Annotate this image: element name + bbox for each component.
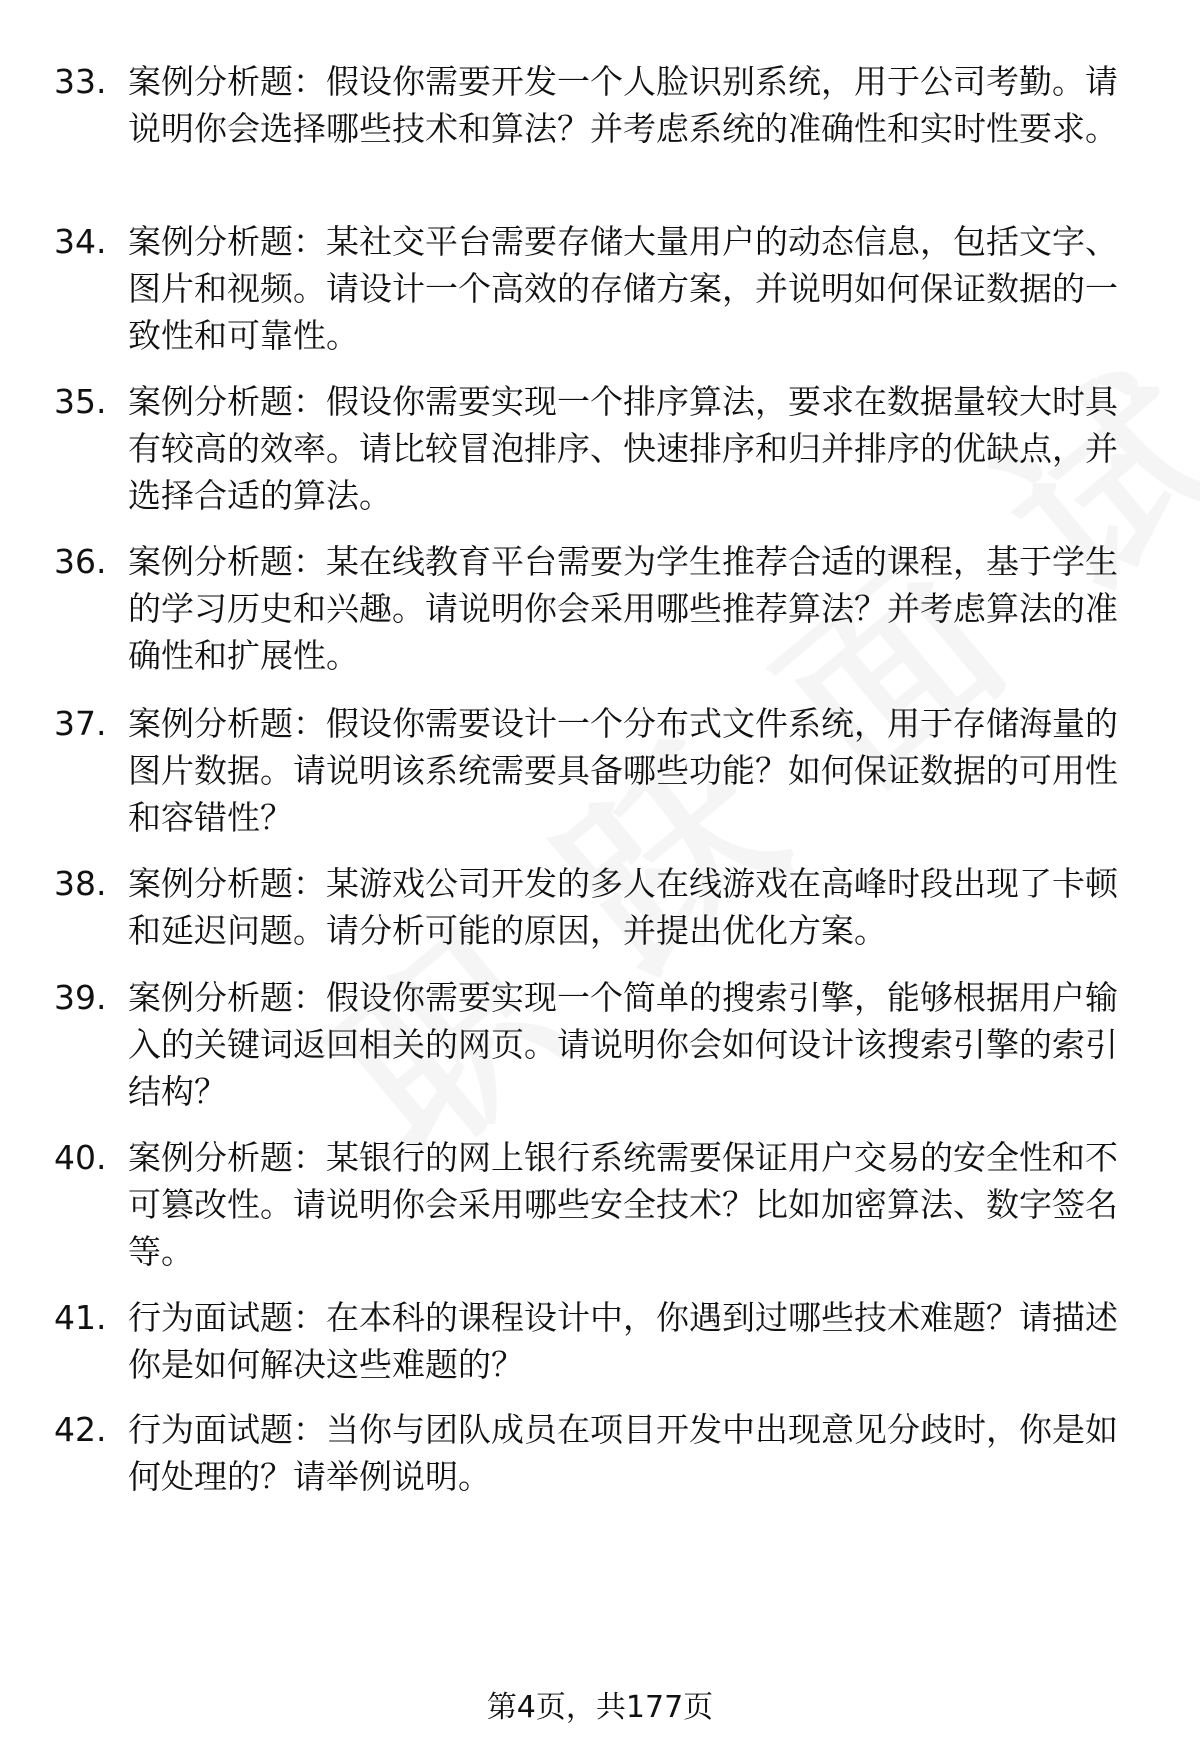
question-number: 41. bbox=[54, 1298, 107, 1337]
question-text: 案例分析题：假设你需要实现一个排序算法，要求在数据量较大时具有较高的效率。请比较冒泡排序、快速排序和归并排序的优缺点，并选择合适的算法。 bbox=[128, 382, 1118, 515]
question-text: 案例分析题：假设你需要设计一个分布式文件系统，用于存储海量的图片数据。请说明该系统需要具备哪些功能？如何保证数据的可用性和容错性？ bbox=[128, 704, 1118, 837]
question-number: 42. bbox=[54, 1410, 107, 1449]
question-number: 34. bbox=[54, 222, 107, 261]
question-number: 37. bbox=[54, 704, 107, 743]
question-number: 35. bbox=[54, 382, 107, 421]
question-text: 案例分析题：某在线教育平台需要为学生推荐合适的课程，基于学生的学习历史和兴趣。请说明你会采用哪些推荐算法？并考虑算法的准确性和扩展性。 bbox=[128, 542, 1118, 675]
question-text: 案例分析题：某游戏公司开发的多人在线游戏在高峰时段出现了卡顿和延迟问题。请分析可能的原因，并提出优化方案。 bbox=[128, 864, 1118, 950]
question-number: 36. bbox=[54, 542, 107, 581]
question-text: 案例分析题：假设你需要开发一个人脸识别系统，用于公司考勤。请说明你会选择哪些技术和算法？并考虑系统的准确性和实时性要求。 bbox=[128, 62, 1118, 148]
page-footer: 第4页，共177页 bbox=[486, 1690, 714, 1725]
question-number: 39. bbox=[54, 978, 107, 1017]
question-text: 行为面试题：当你与团队成员在项目开发中出现意见分歧时，你是如何处理的？请举例说明。 bbox=[128, 1410, 1118, 1496]
question-text: 行为面试题：在本科的课程设计中，你遇到过哪些技术难题？请描述你是如何解决这些难题的？ bbox=[128, 1298, 1118, 1384]
question-text: 案例分析题：某银行的网上银行系统需要保证用户交易的安全性和不可篡改性。请说明你会采用哪些安全技术？比如加密算法、数字签名等。 bbox=[128, 1138, 1118, 1271]
question-number: 40. bbox=[54, 1138, 107, 1177]
question-text: 案例分析题：假设你需要实现一个简单的搜索引擎，能够根据用户输入的关键词返回相关的网页。请说明你会如何设计该搜索引擎的索引结构？ bbox=[128, 978, 1118, 1111]
question-number: 38. bbox=[54, 864, 107, 903]
question-text: 案例分析题：某社交平台需要存储大量用户的动态信息，包括文字、图片和视频。请设计一个高效的存储方案，并说明如何保证数据的一致性和可靠性。 bbox=[128, 222, 1118, 355]
question-number: 33. bbox=[54, 62, 107, 101]
